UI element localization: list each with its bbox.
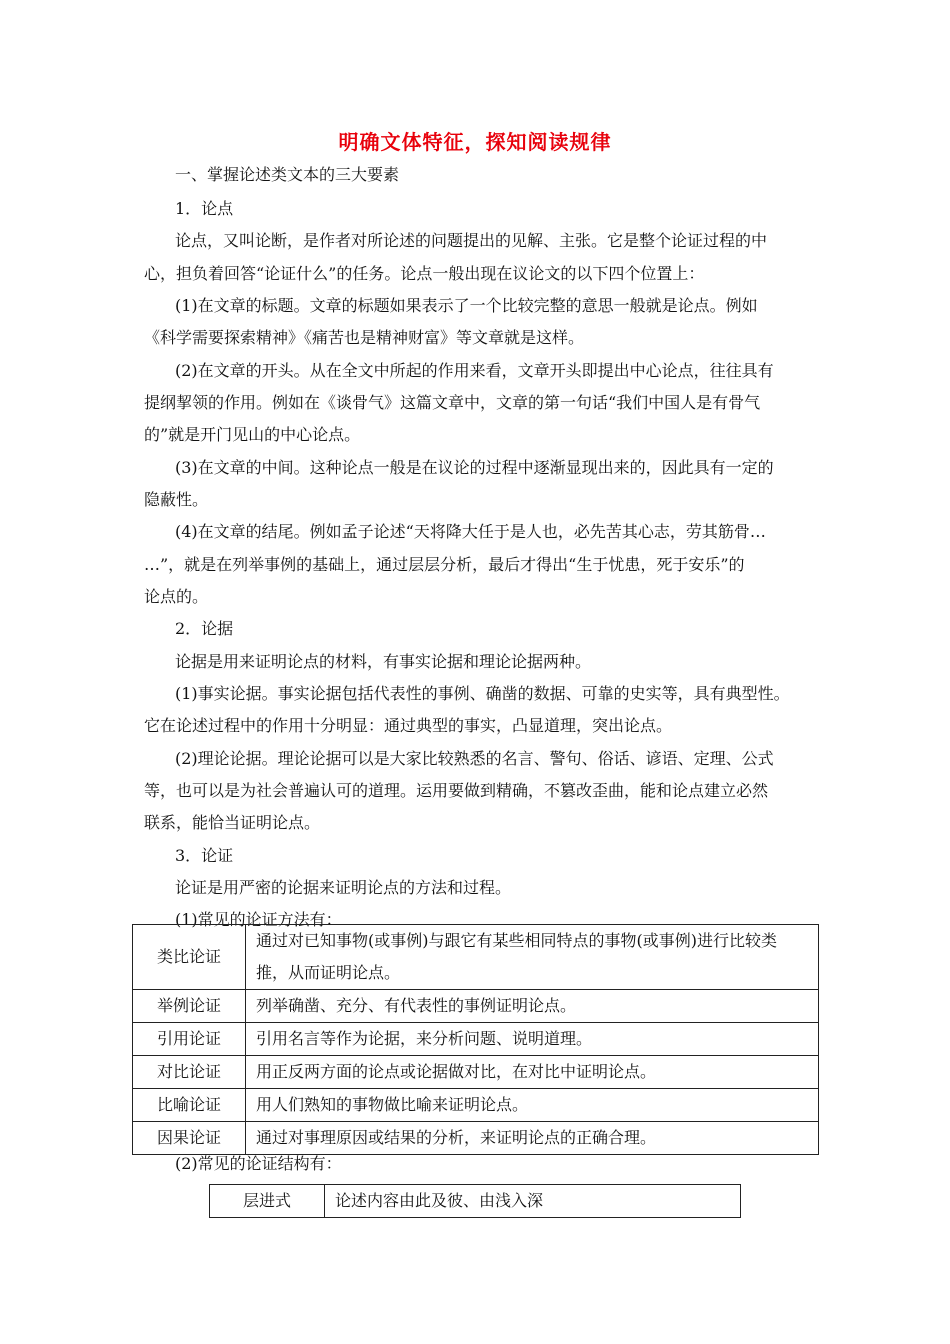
subsection-heading: 1．论点 [175, 199, 234, 218]
paragraph-line: (1)在文章的标题。文章的标题如果表示了一个比较完整的意思一般就是论点。例如 [175, 296, 758, 315]
paragraph-line: …”，就是在列举事例的基础上，通过层层分析，最后才得出“生于忧患，死于安乐”的 [144, 555, 745, 574]
paragraph-line: 的”就是开门见山的中心论点。 [144, 425, 361, 444]
paragraph-line: 隐蔽性。 [144, 490, 209, 509]
method-description: 通过对事理原因或结果的分析，来证明论点的正确合理。 [246, 1122, 819, 1155]
paragraph-line: 提纲挈领的作用。例如在《谈骨气》这篇文章中，文章的第一句话“我们中国人是有骨气 [144, 393, 761, 412]
method-description: 引用名言等作为论据，来分析问题、说明道理。 [246, 1023, 819, 1056]
subsection-heading: 3．论证 [175, 846, 234, 865]
table-row [133, 1089, 819, 1122]
method-description [246, 925, 819, 990]
paragraph-line: (3)在文章的中间。这种论点一般是在议论的过程中逐渐显现出来的，因此具有一定的 [175, 458, 774, 477]
method-description-line: 通过对已知事物(或事例)与跟它有某些相同特点的事物(或事例)进行比较类 [256, 931, 777, 950]
paragraph-line: (1)常见的论证方法有： [175, 910, 342, 929]
paragraph-line: 心，担负着回答“论证什么”的任务。论点一般出现在议论文的以下四个位置上： [144, 264, 705, 283]
method-description: 用正反两方面的论点或论据做对比，在对比中证明论点。 [246, 1056, 819, 1089]
argument-methods-table [132, 924, 819, 1155]
paragraph-line: 论据是用来证明论点的材料，有事实论据和理论论据两种。 [175, 652, 592, 671]
method-name: 因果论证 [133, 1122, 246, 1155]
paragraph-line: (2)理论论据。理论论据可以是大家比较熟悉的名言、警句、俗话、谚语、定理、公式 [175, 749, 774, 768]
method-name: 引用论证 [133, 1023, 246, 1056]
paragraph-line: (1)事实论据。事实论据包括代表性的事例、确凿的数据、可靠的史实等，具有典型性。 [175, 684, 790, 703]
method-name: 举例论证 [133, 990, 246, 1023]
paragraph-line: (2)常见的论证结构有： [175, 1154, 342, 1173]
structure-description: 论述内容由此及彼、由浅入深 [325, 1185, 741, 1218]
table-row [133, 1122, 819, 1155]
paragraph-line: (2)在文章的开头。从在全文中所起的作用来看，文章开头即提出中心论点，往往具有 [175, 361, 774, 380]
paragraph-line: 联系，能恰当证明论点。 [144, 813, 321, 832]
paragraph-line: 《科学需要探索精神》《痛苦也是精神财富》等文章就是这样。 [144, 328, 585, 347]
page-title: 明确文体特征，探知阅读规律 [338, 130, 612, 154]
paragraph-line: 论点的。 [144, 587, 209, 606]
section-heading: 一、掌握论述类文本的三大要素 [175, 165, 400, 184]
method-description: 列举确凿、充分、有代表性的事例证明论点。 [246, 990, 819, 1023]
table-row [133, 925, 819, 990]
table-row [133, 1023, 819, 1056]
paragraph-line: (4)在文章的结尾。例如孟子论述“天将降大任于是人也，必先苦其心志，劳其筋骨… [175, 522, 766, 541]
method-description-line: 推，从而证明论点。 [256, 963, 401, 982]
structure-name: 层进式 [210, 1185, 325, 1218]
table-row [133, 990, 819, 1023]
paragraph-line: 论证是用严密的论据来证明论点的方法和过程。 [175, 878, 512, 897]
method-description: 用人们熟知的事物做比喻来证明论点。 [246, 1089, 819, 1122]
method-name: 类比论证 [133, 925, 246, 990]
table-row [210, 1185, 741, 1218]
argument-structures-table [209, 1184, 741, 1218]
paragraph-line: 等，也可以是为社会普遍认可的道理。运用要做到精确，不篡改歪曲，能和论点建立必然 [144, 781, 769, 800]
subsection-heading: 2．论据 [175, 619, 234, 638]
method-name: 对比论证 [133, 1056, 246, 1089]
method-name: 比喻论证 [133, 1089, 246, 1122]
paragraph-line: 论点，又叫论断，是作者对所论述的问题提出的见解、主张。它是整个论证过程的中 [175, 231, 768, 250]
paragraph-line: 它在论述过程中的作用十分明显：通过典型的事实，凸显道理，突出论点。 [144, 716, 673, 735]
table-row [133, 1056, 819, 1089]
